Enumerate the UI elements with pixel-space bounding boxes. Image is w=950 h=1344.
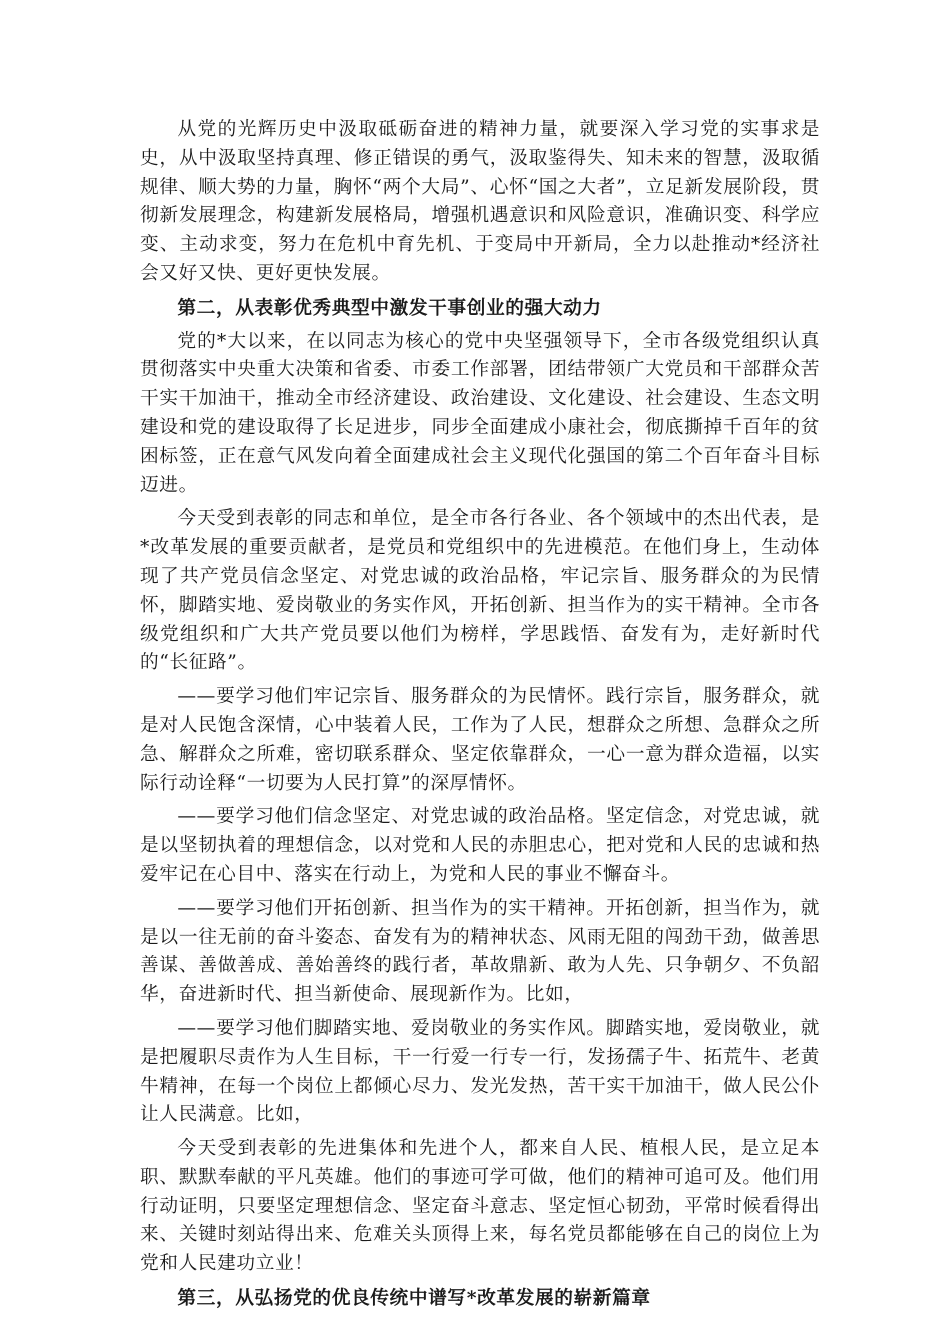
section-heading-3: 第三，从弘扬党的优良传统中谱写*改革发展的崭新篇章 [177,1287,651,1310]
document-page [140,116,820,1318]
paragraph-loyalty: ——要学习他们信念坚定、对党忠诚的政治品格。坚定信念，对党忠诚，就是以坚韧执着的理想信念，以对党和人民的赤胆忠心，把对党和人民的忠诚和热爱牢记在心目中、落实在行动上，为党和人民的事业不懈奋斗。 [140,806,820,885]
paragraph-learn-history: 从党的光辉历史中汲取砥砺奋进的精神力量，就要深入学习党的实事求是史，从中汲取坚持真理、修正错误的勇气，汲取鉴得失、知未来的智慧，汲取循规律、顺大势的力量，胸怀“两个大局”、心怀“国之大者”，立足新发展阶段，贯彻新发展理念，构建新发展格局，增强机遇意识和风险意识，准确识变、科学应变、主动求变，努力在危机中育先机、于变局中开新局，全力以赴推动*经济社会又好又快、更好更快发展。 [140,119,820,284]
paragraph-achievements: 党的*大以来，在以同志为核心的党中央坚强领导下，全市各级党组织认真贯彻落实中央重大决策和省委、市委工作部署，团结带领广大党员和干部群众苦干实干加油干，推动全市经济建设、政治建设、文化建设、社会建设、生态文明建设和党的建设取得了长足进步，同步全面建成小康社会，彻底撕掉千百年的贫困标签，正在意气风发向着全面建成社会主义现代化强国的第二个百年奋斗目标迈进。 [140,330,820,496]
paragraph-honorees: 今天受到表彰的同志和单位，是全市各行各业、各个领域中的杰出代表，是*改革发展的重要贡献者，是党员和党组织中的先进模范。在他们身上，生动体现了共产党员信念坚定、对党忠诚的政治品格，牢记宗旨、服务群众的为民情怀，脚踏实地、爱岗敬业的务实作风，开拓创新、担当作为的实干精神。全市各级党组织和广大共产党员要以他们为榜样，学思践悟、奋发有为，走好新时代的“长征路”。 [140,508,820,674]
paragraph-dedication: ——要学习他们脚踏实地、爱岗敬业的务实作风。脚踏实地，爱岗敬业，就是把履职尽责作为人生目标，干一行爱一行专一行，发扬孺子牛、拓荒牛、老黄牛精神，在每一个岗位上都倾心尽力、发光发热，苦干实干加油干，做人民公仆让人民满意。比如， [140,1017,820,1126]
paragraph-serve-people: ——要学习他们牢记宗旨、服务群众的为民情怀。践行宗旨，服务群众，就是对人民饱含深情，心中装着人民，工作为了人民，想群众之所想、急群众之所急、解群众之所难，密切联系群众、坚定依靠群众，一心一意为群众造福，以实际行动诠释“一切要为人民打算”的深厚情怀。 [140,686,820,794]
section-heading-2: 第二，从表彰优秀典型中激发干事创业的强大动力 [177,296,602,319]
paragraph-innovation: ——要学习他们开拓创新、担当作为的实干精神。开拓创新，担当作为，就是以一往无前的奋斗姿态、奋发有为的精神状态、风雨无阻的闯劲干劲，做善思善谋、善做善成、善始善终的践行者，革故鼎新、敢为人先、只争朝夕、不负韶华，奋进新时代、担当新使命、展现新作为。比如， [140,897,820,1006]
paragraph-ordinary-heroes: 今天受到表彰的先进集体和先进个人，都来自人民、植根人民，是立足本职、默默奉献的平凡英雄。他们的事迹可学可做，他们的精神可追可及。他们用行动证明，只要坚定理想信念、坚定奋斗意志、坚定恒心韧劲，平常时候看得出来、关键时刻站得出来、危难关头顶得上来，每名党员都能够在自己的岗位上为党和人民建功立业！ [140,1138,820,1275]
